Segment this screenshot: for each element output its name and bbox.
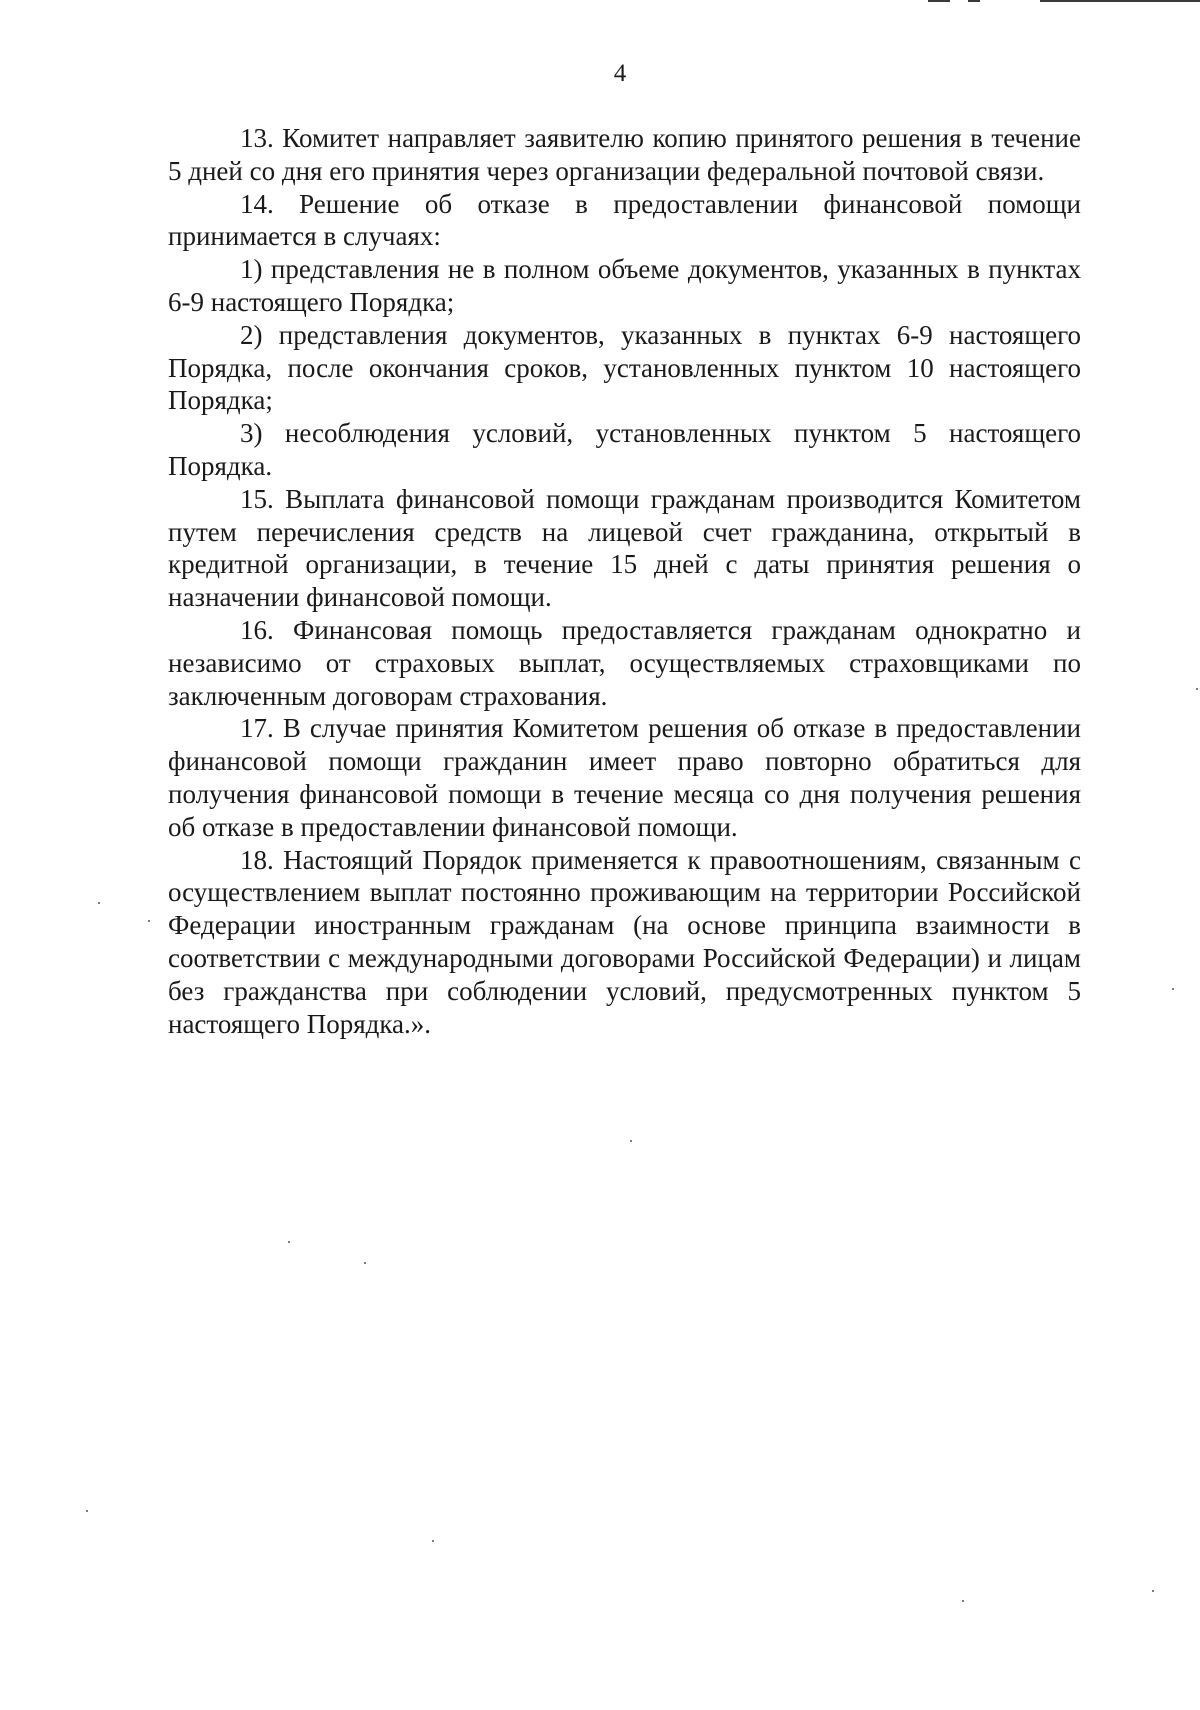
- scan-speck: [1172, 988, 1174, 990]
- list-item-3: 3) несоблюдения условий, установленных пунктом 5 настоящего Порядка.: [168, 418, 1081, 481]
- paragraph-13: 13. Комитет направляет заявителю копию принятого решения в течение 5 дней со дня его принятия через организации федеральной почтовой связи.: [168, 123, 1081, 186]
- paragraph-14: 14. Решение об отказе в предоставлении финансовой помощи принимается в случаях:: [168, 188, 1081, 252]
- scan-speck: [962, 1600, 964, 1602]
- paragraph-18: 18. Настоящий Порядок применяется к правоотношениям, связанным с осуществлением выплат постоянно проживающим на территории Российской Федерации иностранным гражданам (на основе принципа взаимности в соответствии с международными договорами Российской Федерации) и лицам без гражданства при соблюдении условий, предусмотренных пунктом 5 настоящего Порядка.».: [168, 844, 1081, 1039]
- scan-speck: [288, 1241, 290, 1243]
- scan-edge-mark: [928, 0, 950, 2]
- paragraph-16: 16. Финансовая помощь предоставляется гражданам однократно и независимо от страховых выплат, осуществляемых страховщиками по заключенным договорам страхования.: [168, 614, 1081, 711]
- scan-top-edge: [0, 0, 1200, 3]
- scan-speck: [432, 1540, 434, 1542]
- scan-speck: [1152, 1590, 1154, 1592]
- scan-edge-mark: [968, 0, 980, 2]
- scan-speck: [630, 1140, 632, 1142]
- paragraph-17: 17. В случае принятия Комитетом решения об отказе в предоставлении финансовой помощи гражданин имеет право повторно обратиться для получения финансовой помощи в течение месяца со дня получения решения об отказе в предоставлении финансовой помощи.: [168, 713, 1081, 842]
- scan-speck: [364, 1262, 366, 1264]
- page-number: 4: [613, 60, 627, 87]
- scan-speck: [98, 902, 100, 904]
- scan-edge-mark: [1040, 0, 1200, 2]
- list-item-2: 2) представления документов, указанных в пунктах 6-9 настоящего Порядка, после окончания сроков, установленных пунктом 10 настоящего Порядка;: [168, 319, 1081, 416]
- document-body: [168, 122, 1081, 1040]
- list-item-1: 1) представления не в полном объеме документов, указанных в пунктах 6-9 настоящего Порядка;: [168, 254, 1081, 317]
- scan-speck: [1196, 688, 1198, 690]
- scan-speck: [86, 1510, 88, 1512]
- paragraph-15: 15. Выплата финансовой помощи гражданам производится Комитетом путем перечисления средств на лицевой счет гражданина, открытый в кредитной организации, в течение 15 дней с даты принятия решения о назначении финансовой помощи.: [168, 483, 1081, 613]
- scan-speck: [148, 920, 150, 922]
